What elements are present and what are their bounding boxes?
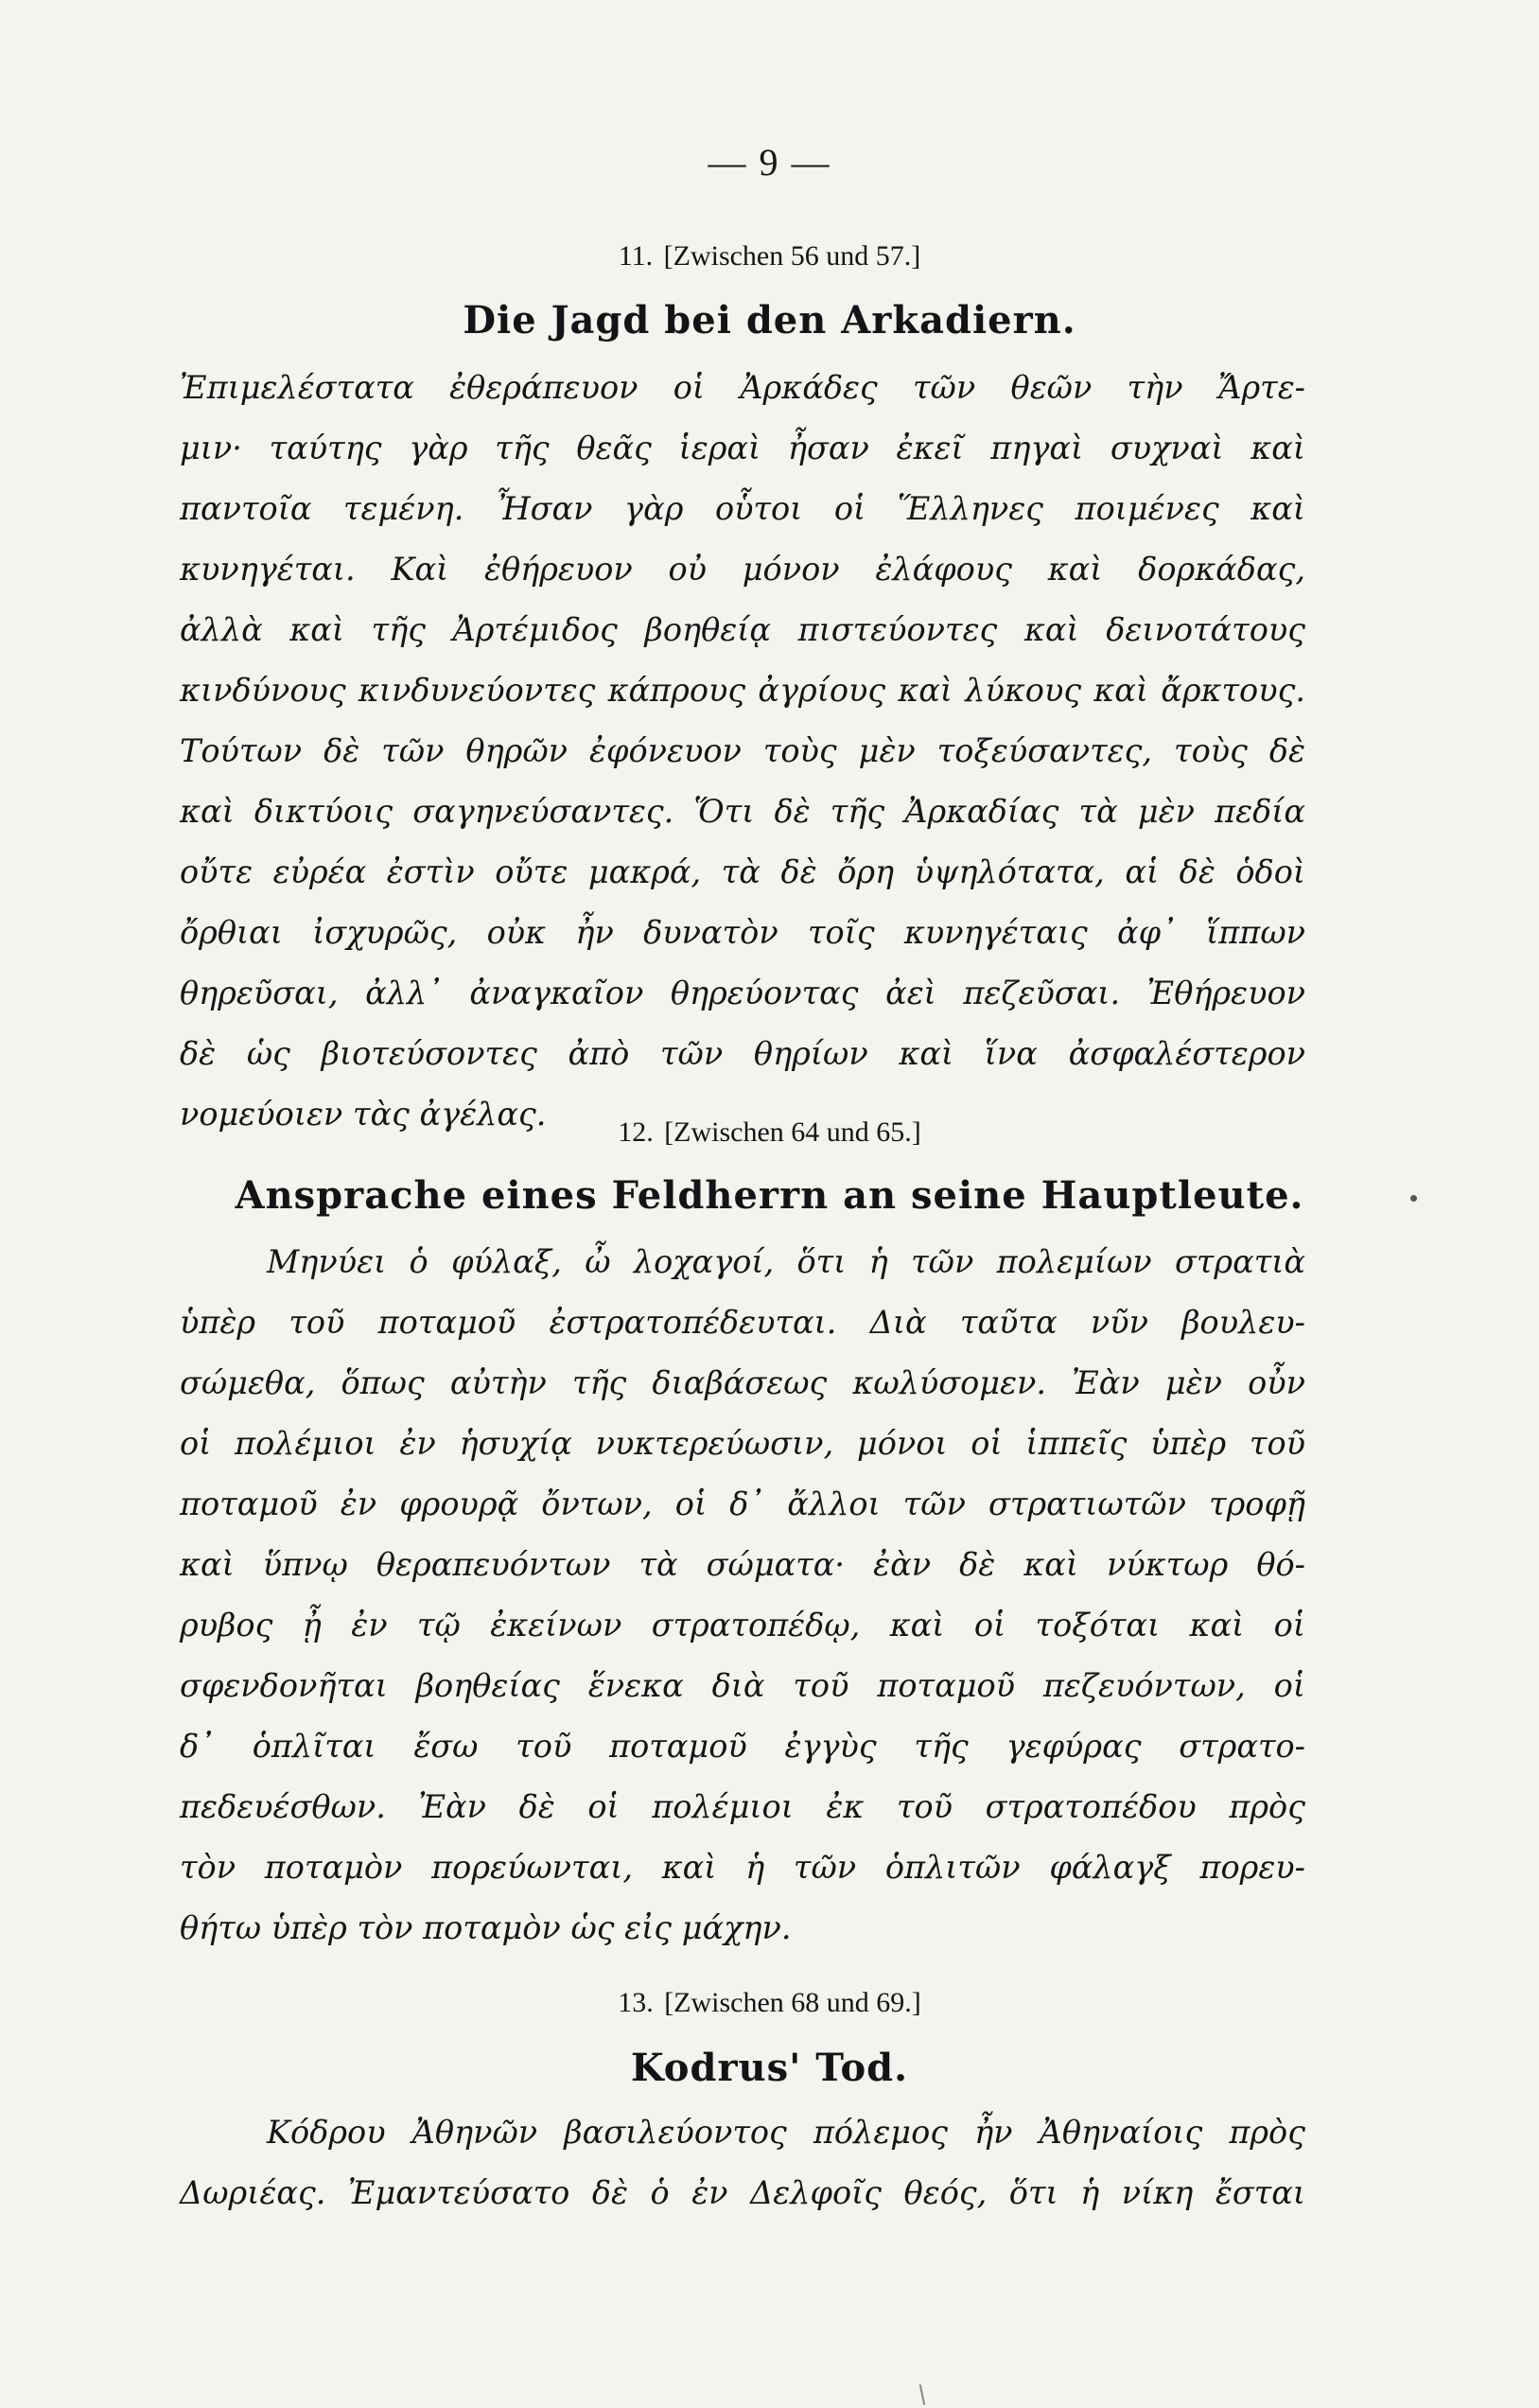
text-line: ὄρθιαι ἰσχυρῶς, οὐκ ἦν δυνατὸν τοῖς κυνηγέταις ἀφ᾽ ἵππων (180, 914, 1305, 951)
text-line: καὶ ὕπνῳ θεραπευόντων τὰ σώματα· ἐὰν δὲ καὶ νύκτωρ θό- (180, 1546, 1305, 1583)
text-line: σφενδονῆται βοηθείας ἕνεκα διὰ τοῦ ποταμοῦ πεζευόντων, οἱ (180, 1667, 1305, 1704)
section-12-header (0, 1116, 1539, 1149)
text-line: οὔτε εὐρέα ἐστὶν οὔτε μακρά, τὰ δὲ ὄρη ὑψηλότατα, αἱ δὲ ὁδοὶ (180, 853, 1305, 890)
section-11-header (0, 240, 1539, 272)
section-11-text (180, 358, 1305, 1145)
ink-mark (919, 2384, 926, 2405)
text-line: θηρεῦσαι, ἀλλ᾽ ἀναγκαῖον θηρεύοντας ἀεὶ πεζεῦσαι. Ἐθήρευον (180, 975, 1305, 1011)
text-line: καὶ δικτύοις σαγηνεύσαντες. Ὅτι δὲ τῆς Ἀρκαδίας τὰ μὲν πεδία (180, 793, 1305, 830)
text-line: θήτω ὑπὲρ τὸν ποταμὸν ὡς εἰς μάχην. (180, 1909, 792, 1946)
text-line: Ἐπιμελέστατα ἐθεράπευον οἱ Ἀρκάδες τῶν θεῶν τὴν Ἄρτε- (180, 369, 1305, 406)
text-line: ὑπὲρ τοῦ ποταμοῦ ἐστρατοπέδευται. Διὰ ταῦτα νῦν βουλευ- (180, 1304, 1305, 1341)
text-line: μιν· ταύτης γὰρ τῆς θεᾶς ἱεραὶ ἦσαν ἐκεῖ πηγαὶ συχναὶ καὶ (180, 430, 1305, 466)
section-13-title: Kodrus' Tod. (630, 2046, 909, 2090)
section-11-title: Die Jagd bei den Arkadiern. (463, 298, 1076, 343)
text-line: δὲ ὡς βιοτεύσοντες ἀπὸ τῶν θηρίων καὶ ἵνα ἀσφαλέστερον (180, 1035, 1305, 1072)
ink-speck (1410, 1195, 1417, 1202)
text-line: σώμεθα, ὅπως αὐτὴν τῆς διαβάσεως κωλύσομεν. Ἐὰν μὲν οὖν (180, 1364, 1305, 1401)
section-location: [Zwischen 64 und 65.] (664, 1116, 921, 1148)
text-line: πεδευέσθων. Ἐὰν δὲ οἱ πολέμιοι ἐκ τοῦ στρατοπέδου πρὸς (180, 1788, 1305, 1825)
text-line: Μηνύει ὁ φύλαξ, ὦ λοχαγοί, ὅτι ἡ τῶν πολεμίων στρατιὰ (267, 1243, 1305, 1280)
section-12-title: Ansprache eines Feldherrn an seine Hauptleute. (235, 1173, 1304, 1218)
section-number: 13. (618, 1987, 654, 2018)
text-line: δ᾽ ὁπλῖται ἔσω τοῦ ποταμοῦ ἐγγὺς τῆς γεφύρας στρατο- (180, 1728, 1305, 1765)
text-line: νομεύοιεν τὰς ἀγέλας. (180, 1096, 547, 1133)
text-line: Τούτων δὲ τῶν θηρῶν ἐφόνευον τοὺς μὲν τοξεύσαντες, τοὺς δὲ (180, 732, 1305, 769)
text-line: Κόδρου Ἀθηνῶν βασιλεύοντος πόλεμος ἦν Ἀθηναίοις πρὸς (267, 2114, 1305, 2151)
section-number: 11. (618, 240, 654, 272)
text-line: κυνηγέται. Καὶ ἐθήρευον οὐ μόνον ἐλάφους καὶ δορκάδας, (180, 551, 1305, 588)
section-13-text (180, 2102, 1305, 2223)
text-line: Δωριέας. Ἐμαντεύσατο δὲ ὁ ἐν Δελφοῖς θεός, ὅτι ἡ νίκη ἔσται (180, 2174, 1305, 2211)
page-number: — 9 — (708, 141, 831, 184)
section-location: [Zwischen 56 und 57.] (663, 240, 921, 272)
text-line: ρυβος ᾖ ἐν τῷ ἐκείνων στρατοπέδῳ, καὶ οἱ τοξόται καὶ οἱ (180, 1607, 1305, 1643)
section-location: [Zwischen 68 und 69.] (664, 1987, 921, 2018)
section-13-header (0, 1987, 1539, 2019)
text-line: ἀλλὰ καὶ τῆς Ἀρτέμιδος βοηθείᾳ πιστεύοντες καὶ δεινοτάτους (180, 611, 1305, 648)
text-line: ποταμοῦ ἐν φρουρᾷ ὄντων, οἱ δ᾽ ἄλλοι τῶν στρατιωτῶν τροφῇ (180, 1485, 1305, 1522)
text-line: παντοῖα τεμένη. Ἦσαν γὰρ οὗτοι οἱ Ἕλληνες ποιμένες καὶ (180, 490, 1305, 527)
section-12-text (180, 1232, 1305, 1959)
text-line: τὸν ποταμὸν πορεύωνται, καὶ ἡ τῶν ὁπλιτῶν φάλαγξ πορευ- (180, 1849, 1305, 1886)
text-line: οἱ πολέμιοι ἐν ἡσυχίᾳ νυκτερεύωσιν, μόνοι οἱ ἱππεῖς ὑπὲρ τοῦ (180, 1425, 1305, 1462)
section-number: 12. (618, 1116, 654, 1148)
text-line: κινδύνους κινδυνεύοντες κάπρους ἀγρίους καὶ λύκους καὶ ἄρκτους. (180, 672, 1305, 709)
